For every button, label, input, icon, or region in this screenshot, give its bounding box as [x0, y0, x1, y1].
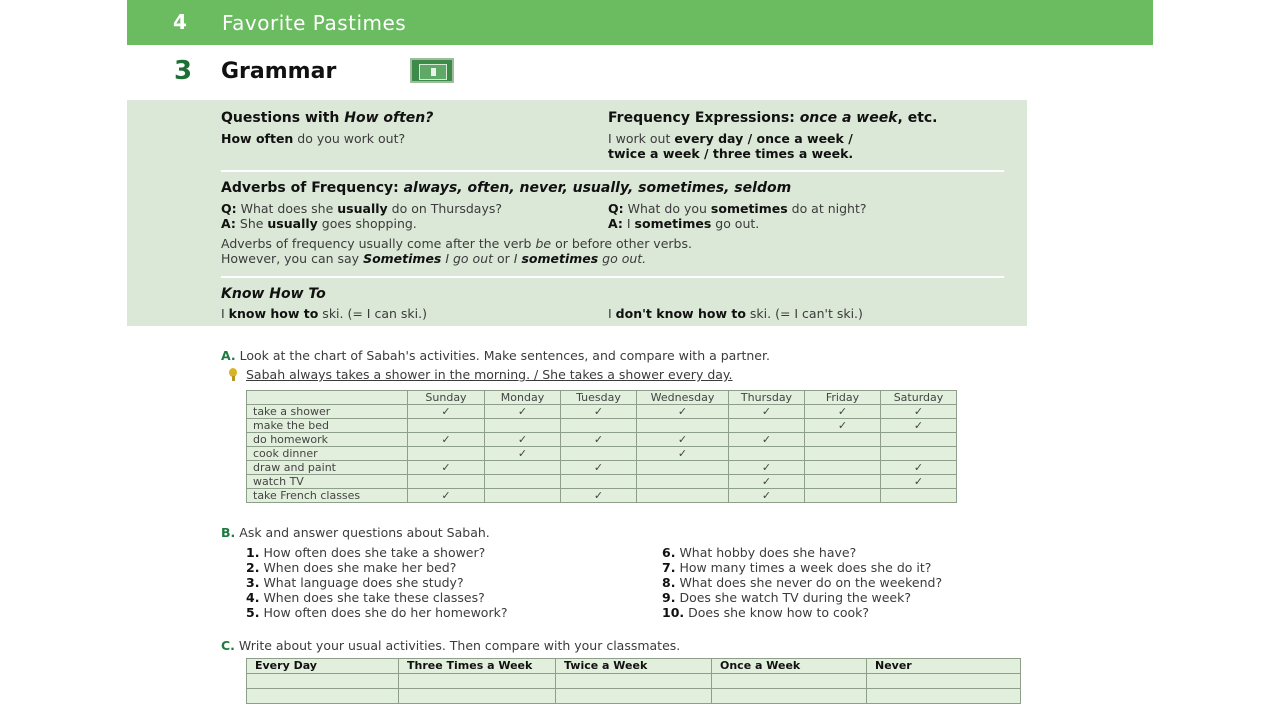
write-activities-table [246, 658, 1021, 704]
activity-row [247, 419, 957, 433]
unit-banner [127, 0, 1153, 45]
question-number: 2. [246, 560, 260, 575]
know-how-to-example-1: I know how to ski. (= I can ski.) [221, 306, 427, 321]
activity-name: draw and paint [247, 461, 408, 475]
question-number: 4. [246, 590, 260, 605]
write-table-row [247, 674, 1021, 689]
day-header: Wednesday [637, 391, 729, 405]
check-mark-icon: ✓ [805, 419, 881, 433]
question-item [246, 590, 485, 605]
empty-cell [881, 433, 957, 447]
empty-cell [485, 489, 561, 503]
adverbs-answer-2: A: I sometimes go out. [608, 216, 760, 231]
empty-cell [408, 419, 485, 433]
write-cell[interactable] [247, 674, 399, 689]
day-header: Tuesday [561, 391, 637, 405]
empty-cell [637, 475, 729, 489]
empty-cell [805, 475, 881, 489]
activity-name: take French classes [247, 489, 408, 503]
question-number: 6. [662, 545, 676, 560]
adverbs-note-1: Adverbs of frequency usually come after the verb be or before other verbs. [221, 236, 692, 251]
column-header: Every Day [247, 659, 399, 674]
question-number: 7. [662, 560, 676, 575]
check-mark-icon: ✓ [561, 461, 637, 475]
empty-cell [729, 419, 805, 433]
question-item [246, 560, 456, 575]
write-cell[interactable] [247, 689, 399, 704]
how-often-heading: Questions with How often? [221, 110, 434, 126]
how-often-example: How often do you work out? [221, 131, 406, 146]
question-number: 5. [246, 605, 260, 620]
task-a-example: Sabah always takes a shower in the morning. / She takes a shower every day. [246, 367, 733, 382]
empty-cell [881, 447, 957, 461]
section-title: Grammar [221, 59, 337, 84]
write-cell[interactable] [399, 689, 556, 704]
check-mark-icon: ✓ [729, 475, 805, 489]
check-mark-icon: ✓ [485, 433, 561, 447]
column-header: Twice a Week [556, 659, 712, 674]
write-cell[interactable] [712, 674, 867, 689]
question-text: When does she take these classes? [263, 590, 485, 605]
question-item [662, 560, 931, 575]
day-header: Saturday [881, 391, 957, 405]
check-mark-icon: ✓ [881, 405, 957, 419]
empty-cell [637, 461, 729, 475]
check-mark-icon: ✓ [637, 405, 729, 419]
unit-title: Favorite Pastimes [222, 11, 407, 35]
check-mark-icon: ✓ [881, 461, 957, 475]
question-item [662, 545, 856, 560]
check-mark-icon: ✓ [729, 461, 805, 475]
question-text: How often does she take a shower? [263, 545, 486, 560]
question-item [662, 575, 942, 590]
activity-name: cook dinner [247, 447, 408, 461]
activity-name: do homework [247, 433, 408, 447]
grammar-divider-2 [221, 276, 1004, 278]
check-mark-icon: ✓ [408, 405, 485, 419]
write-cell[interactable] [712, 689, 867, 704]
question-number: 1. [246, 545, 260, 560]
check-mark-icon: ✓ [637, 433, 729, 447]
check-mark-icon: ✓ [485, 405, 561, 419]
check-mark-icon: ✓ [561, 433, 637, 447]
audio-cd-icon[interactable] [410, 58, 454, 83]
day-header: Thursday [729, 391, 805, 405]
check-mark-icon: ✓ [561, 489, 637, 503]
activity-row [247, 489, 957, 503]
question-text: What does she never do on the weekend? [679, 575, 943, 590]
check-mark-icon: ✓ [881, 419, 957, 433]
check-mark-icon: ✓ [729, 489, 805, 503]
adverbs-question-1: Q: What does she usually do on Thursdays? [221, 201, 503, 216]
empty-cell [485, 461, 561, 475]
activity-name: make the bed [247, 419, 408, 433]
question-text: When does she make her bed? [263, 560, 457, 575]
check-mark-icon: ✓ [408, 461, 485, 475]
activity-chart [246, 390, 957, 503]
day-header: Friday [805, 391, 881, 405]
write-table-header [247, 659, 1021, 674]
write-table-row [247, 689, 1021, 704]
empty-cell [637, 489, 729, 503]
adverbs-answer-1: A: She usually goes shopping. [221, 216, 417, 231]
question-number: 8. [662, 575, 676, 590]
task-b-instruction: B. Ask and answer questions about Sabah. [221, 525, 490, 540]
empty-cell [881, 489, 957, 503]
question-item [662, 590, 911, 605]
question-item [246, 605, 507, 620]
question-text: How often does she do her homework? [263, 605, 508, 620]
empty-cell [805, 461, 881, 475]
section-number: 3 [174, 56, 193, 86]
empty-cell [805, 433, 881, 447]
activity-row [247, 447, 957, 461]
empty-cell [729, 447, 805, 461]
empty-cell [561, 475, 637, 489]
empty-cell [485, 419, 561, 433]
empty-cell [485, 475, 561, 489]
empty-cell [408, 447, 485, 461]
unit-number: 4 [173, 10, 187, 34]
question-number: 9. [662, 590, 676, 605]
empty-cell [561, 419, 637, 433]
chart-corner-cell [247, 391, 408, 405]
question-number: 3. [246, 575, 260, 590]
check-mark-icon: ✓ [805, 405, 881, 419]
check-mark-icon: ✓ [637, 447, 729, 461]
grammar-divider-1 [221, 170, 1004, 172]
frequency-example-line1: I work out every day / once a week / [608, 131, 853, 146]
write-cell[interactable] [867, 689, 1021, 704]
empty-cell [805, 489, 881, 503]
question-item [246, 575, 464, 590]
check-mark-icon: ✓ [408, 433, 485, 447]
day-header: Sunday [408, 391, 485, 405]
check-mark-icon: ✓ [485, 447, 561, 461]
question-text: What hobby does she have? [679, 545, 857, 560]
write-cell[interactable] [399, 674, 556, 689]
adverbs-note-2: However, you can say Sometimes I go out or I sometimes go out. [221, 251, 647, 266]
lightbulb-icon [229, 368, 237, 377]
check-mark-icon: ✓ [729, 433, 805, 447]
question-item [246, 545, 485, 560]
know-how-to-heading: Know How To [221, 286, 326, 302]
column-header: Once a Week [712, 659, 867, 674]
day-header: Monday [485, 391, 561, 405]
empty-cell [805, 447, 881, 461]
column-header: Three Times a Week [399, 659, 556, 674]
empty-cell [408, 475, 485, 489]
empty-cell [637, 419, 729, 433]
question-text: How many times a week does she do it? [679, 560, 932, 575]
activity-name: take a shower [247, 405, 408, 419]
chart-header-row [247, 391, 957, 405]
check-mark-icon: ✓ [408, 489, 485, 503]
check-mark-icon: ✓ [729, 405, 805, 419]
know-how-to-example-2: I don't know how to ski. (= I can't ski.) [608, 306, 863, 321]
adverbs-question-2: Q: What do you sometimes do at night? [608, 201, 867, 216]
task-c-instruction: C. Write about your usual activities. Then compare with your classmates. [221, 638, 681, 653]
adverbs-heading: Adverbs of Frequency: always, often, never, usually, sometimes, seldom [221, 180, 792, 196]
activity-row [247, 433, 957, 447]
column-header: Never [867, 659, 1021, 674]
empty-cell [561, 447, 637, 461]
frequency-example-line2: twice a week / three times a week. [608, 146, 854, 161]
check-mark-icon: ✓ [561, 405, 637, 419]
activity-row [247, 461, 957, 475]
question-number: 10. [662, 605, 685, 620]
check-mark-icon: ✓ [881, 475, 957, 489]
write-cell[interactable] [556, 689, 712, 704]
frequency-expressions-heading: Frequency Expressions: once a week, etc. [608, 110, 938, 126]
write-cell[interactable] [867, 674, 1021, 689]
question-text: Does she know how to cook? [688, 605, 870, 620]
question-text: What language does she study? [263, 575, 464, 590]
activity-row [247, 475, 957, 489]
task-a-instruction: A. Look at the chart of Sabah's activities. Make sentences, and compare with a partner. [221, 348, 770, 363]
activity-name: watch TV [247, 475, 408, 489]
question-text: Does she watch TV during the week? [679, 590, 911, 605]
activity-row [247, 405, 957, 419]
write-cell[interactable] [556, 674, 712, 689]
question-item [662, 605, 869, 620]
